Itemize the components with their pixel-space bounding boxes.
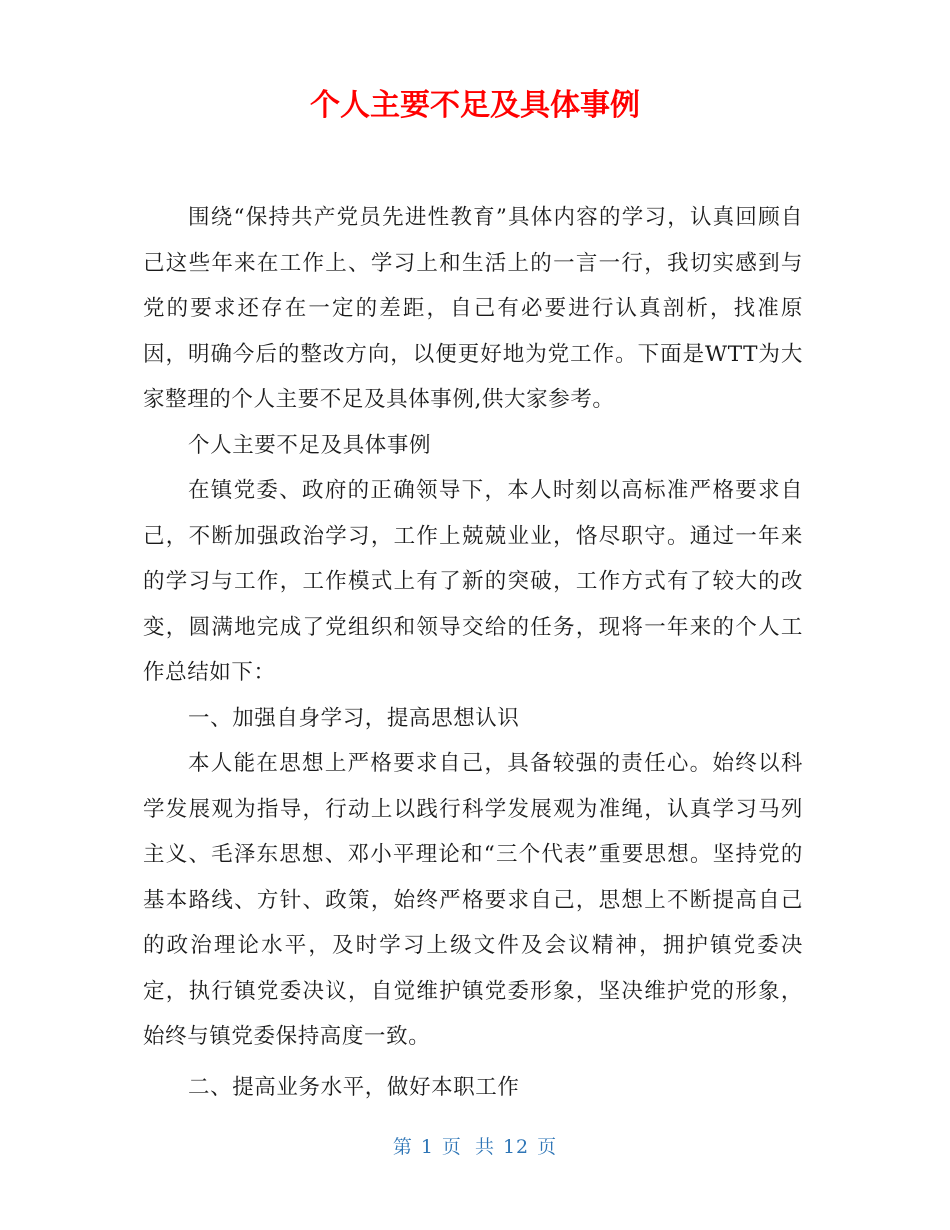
paragraph-section-1: 本人能在思想上严格要求自己，具备较强的责任心。始终以科学发展观为指导，行动上以践行科学发展观为准绳，认真学习马列主义、毛泽东思想、邓小平理论和“三个代表”重要思想。坚持党的基本路线、方针、政策，始终严格要求自己，思想上不断提高自己的政治理论水平，及时学习上级文件及会议精神，拥护镇党委决定，执行镇党委决议，自觉维护镇党委形象，坚决维护党的形象，始终与镇党委保持高度一致。 <box>143 751 803 1049</box>
document-title: 个人主要不足及具体事例 <box>310 88 640 123</box>
paragraph-summary: 在镇党委、政府的正确领导下，本人时刻以高标准严格要求自己，不断加强政治学习，工作上兢兢业业，恪尽职守。通过一年来的学习与工作，工作模式上有了新的突破，工作方式有了较大的改变，圆满地完成了党组织和领导交给的任务，现将一年来的个人工作总结如下： <box>143 478 803 685</box>
footer-total-pages: 12 <box>502 1136 530 1158</box>
footer-prefix: 第 <box>392 1136 413 1158</box>
footer-suffix: 页 <box>537 1136 558 1158</box>
page-footer <box>0 1133 950 1161</box>
section-heading-1: 一、加强自身学习，提高思想认识 <box>188 705 520 731</box>
paragraph-subtitle: 个人主要不足及具体事例 <box>188 432 432 458</box>
footer-middle: 页 共 <box>441 1136 495 1158</box>
document-body <box>143 195 803 1110</box>
footer-current-page: 1 <box>420 1136 434 1158</box>
paragraph-intro: 围绕“保持共产党员先进性教育”具体内容的学习，认真回顾自己这些年来在工作上、学习上和生活上的一言一行，我切实感到与党的要求还存在一定的差距，自己有必要进行认真剖析，找准原因，明确今后的整改方向，以便更好地为党工作。下面是WTT为大家整理的个人主要不足及具体事例,供大家参考。 <box>143 205 803 412</box>
section-heading-2: 二、提高业务水平，做好本职工作 <box>188 1074 520 1100</box>
